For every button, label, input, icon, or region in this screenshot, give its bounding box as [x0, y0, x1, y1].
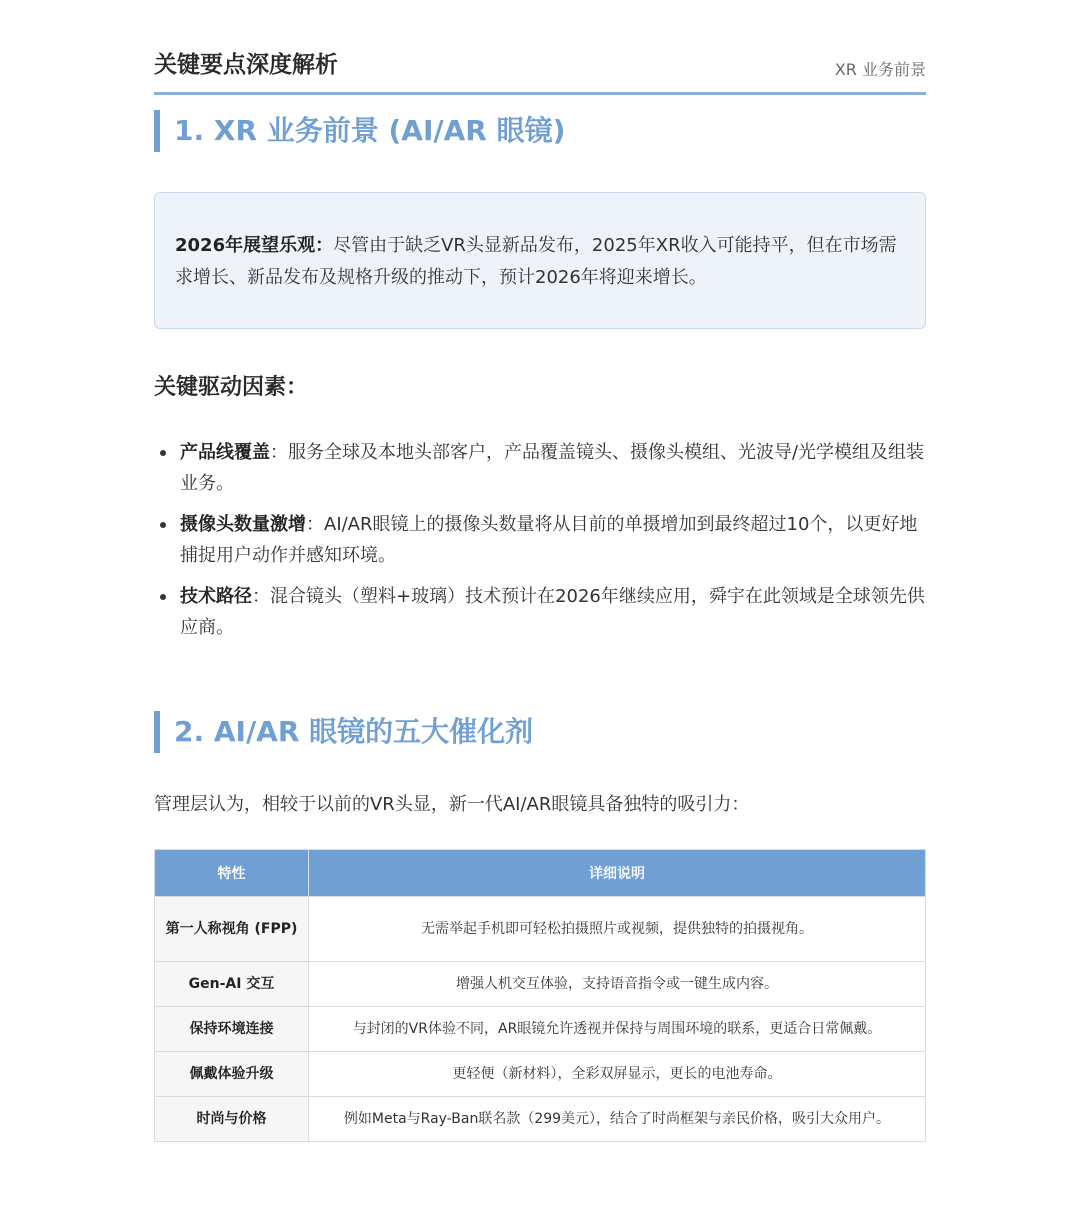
- detail-cell: 增强人机交互体验，支持语音指令或一键生成内容。: [309, 962, 926, 1007]
- section-2-heading: 2. AI/AR 眼镜的五大催化剂: [154, 711, 533, 753]
- driver-text: ：服务全球及本地头部客户，产品覆盖镜头、摄像头模组、光波导/光学模组及组装业务。: [180, 442, 925, 494]
- detail-cell: 无需举起手机即可轻松拍摄照片或视频，提供独特的拍摄视角。: [309, 897, 926, 962]
- section-2-intro: 管理层认为，相较于以前的VR头显，新一代AI/AR眼镜具备独特的吸引力：: [154, 794, 750, 815]
- driver-text: ：混合镜头（塑料+玻璃）技术预计在2026年继续应用，舜宇在此领域是全球领先供应商。: [180, 586, 925, 638]
- feature-cell: 佩戴体验升级: [155, 1052, 309, 1097]
- feature-cell: Gen-AI 交互: [155, 962, 309, 1007]
- header-section-label: XR 业务前景: [834, 60, 926, 79]
- catalysts-table: [154, 849, 926, 1142]
- feature-cell: 保持环境连接: [155, 1007, 309, 1052]
- driver-label: 产品线覆盖: [180, 442, 270, 463]
- callout-label: 2026年展望乐观：: [175, 235, 334, 256]
- table-row: [155, 1052, 926, 1097]
- outlook-callout: [154, 192, 926, 329]
- bullet-icon: [160, 450, 166, 456]
- driver-text: ：AI/AR眼镜上的摄像头数量将从目前的单摄增加到最终超过10个，以更好地捕捉用户动作并感知环境。: [180, 514, 918, 566]
- table-header-row: [155, 850, 926, 897]
- list-item: [154, 509, 926, 571]
- driver-label: 技术路径: [180, 586, 252, 607]
- drivers-list: [154, 437, 926, 653]
- table-row: [155, 897, 926, 962]
- table-row: [155, 1007, 926, 1052]
- table-row: [155, 962, 926, 1007]
- list-item: [154, 581, 926, 643]
- table-row: [155, 1097, 926, 1142]
- column-header-detail: 详细说明: [309, 850, 926, 897]
- detail-cell: 例如Meta与Ray-Ban联名款（299美元），结合了时尚框架与亲民价格，吸引大众用户。: [309, 1097, 926, 1142]
- page-header: [154, 48, 926, 95]
- header-title: 关键要点深度解析: [154, 52, 338, 78]
- driver-label: 摄像头数量激增: [180, 514, 306, 535]
- list-item: [154, 437, 926, 499]
- callout-text: 尽管由于缺乏VR头显新品发布，2025年XR收入可能持平，但在市场需求增长、新品发布及规格升级的推动下，预计2026年将迎来增长。: [175, 235, 897, 288]
- bullet-icon: [160, 594, 166, 600]
- detail-cell: 更轻便（新材料），全彩双屏显示，更长的电池寿命。: [309, 1052, 926, 1097]
- feature-cell: 第一人称视角 (FPP): [155, 897, 309, 962]
- detail-cell: 与封闭的VR体验不同，AR眼镜允许透视并保持与周围环境的联系，更适合日常佩戴。: [309, 1007, 926, 1052]
- bullet-icon: [160, 522, 166, 528]
- drivers-heading: 关键驱动因素：: [154, 375, 309, 400]
- feature-cell: 时尚与价格: [155, 1097, 309, 1142]
- section-1-heading: 1. XR 业务前景 (AI/AR 眼镜): [154, 110, 565, 152]
- column-header-feature: 特性: [155, 850, 309, 897]
